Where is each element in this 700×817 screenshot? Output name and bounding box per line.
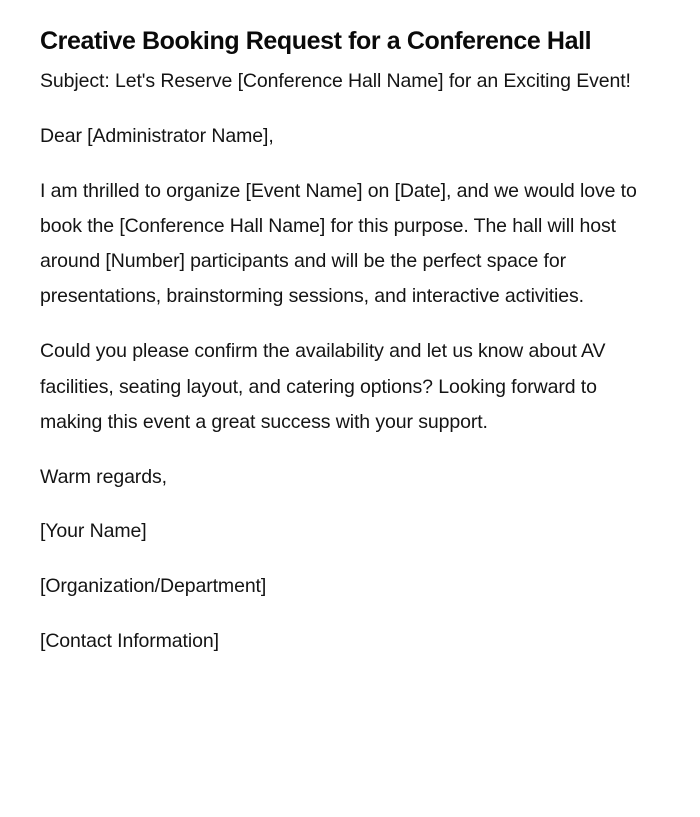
closing: Warm regards, — [40, 465, 167, 488]
subject-line: Subject: Let's Reserve [Conference Hall Name] for an Exciting Event! — [40, 70, 631, 92]
signature-contact: [Contact Information] — [40, 630, 219, 653]
document-title: Creative Booking Request for a Conference Hall — [40, 27, 592, 55]
signature-organization: [Organization/Department] — [40, 575, 267, 598]
signature-name: [Your Name] — [40, 520, 147, 543]
body-paragraph-request: Could you please confirm the availability and let us know about AV facilities, seating layout, and catering options? Looking forward to making this event a great success with your support. — [40, 340, 606, 433]
salutation: Dear [Administrator Name], — [40, 124, 274, 147]
body-paragraph-intro: I am thrilled to organize [Event Name] on [Date], and we would love to book the [Conference Hall Name] for this purpose. The hall will host around [Number] participants and will be the perfect space for presentations, brainstorming sessions, and interactive activities. — [40, 179, 637, 308]
